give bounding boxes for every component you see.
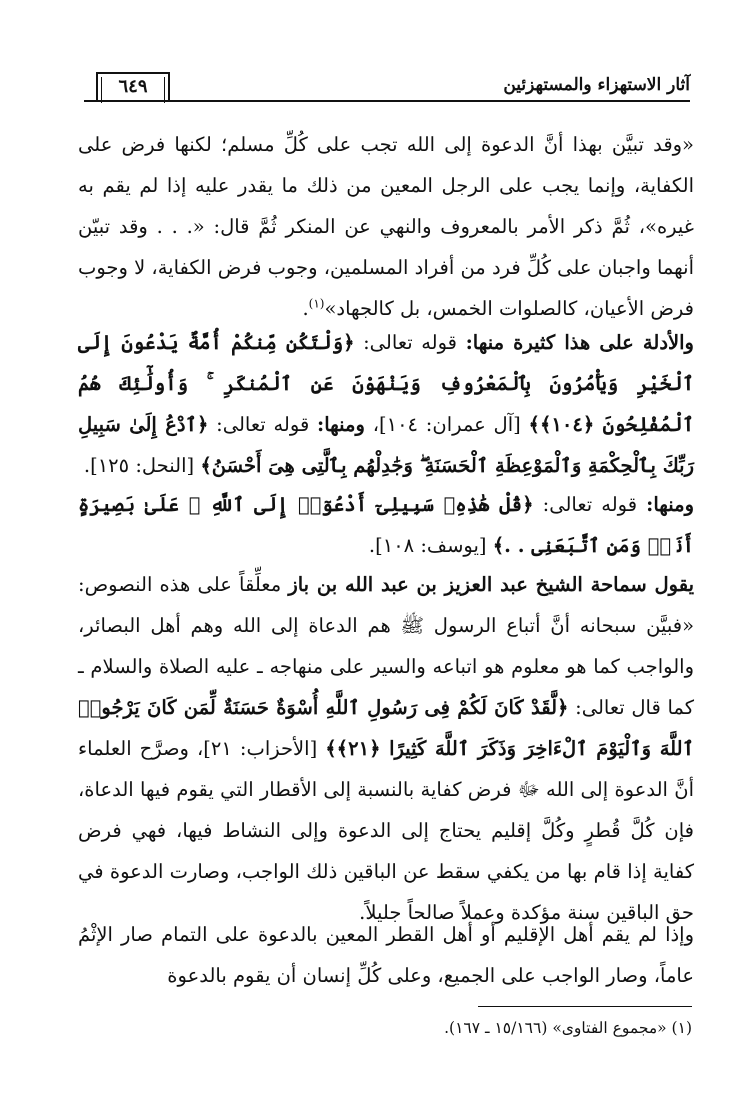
paragraph-3 [78,484,694,566]
page-header [84,66,690,106]
paragraph-4 [78,564,694,933]
paragraph-4-text: معلِّقاً على هذه النصوص: «فبيَّن سبحانه أنَّ أتباع الرسول ﷺ هم الدعاة إلى الله وهم أهل البصائر، والواجب كما هو معلوم هو اتباعه والسير على منهاجه ـ عليه الصلاة والسلام ـ كما قال تعالى: [78,573,694,719]
page-number: ٦٤٩ [96,72,170,102]
paragraph-2-lead-2: ومنها: [317,413,365,436]
paragraph-5-text: وإذا لم يقم أهل الإقليم أو أهل القطر المعين بالدعوة على التمام صار الإثْمُ عاماً، وصار الواجب على الجميع، وعلى كُلِّ إنسان أن يقوم بالدعوة [78,923,694,987]
running-title: آثار الاستهزاء والمستهزئين [503,75,690,95]
footnote-rule [478,1006,692,1007]
paragraph-1 [78,124,694,329]
paragraph-4-continuation: [الأحزاب: ٢١]، وصرَّح العلماء أنَّ الدعوة إلى الله ﷻ فرض كفاية بالنسبة إلى الأقطار التي يقوم فيها الدعاة، فإن كُلَّ قُطرٍ وكُلَّ إقليم يحتاج إلى الدعوة وإلى النشاط فيها، فهي فرض كفاية إذا قام بها من يكفي سقط عن الباقين ذلك الواجب، وصارت الدعوة في حق الباقين سنة مؤكدة وعملاً صالحاً جليلاً. [78,737,694,924]
quran-verse-al-ahzab: ﴿لَّقَدْ كَانَ لَكُمْ فِى رَسُولِ ٱللَّهِ أُسْوَةٌ حَسَنَةٌ لِّمَن كَانَ يَرْجُوا۟ ٱللَّهَ وَٱلْيَوْمَ ٱلْءَاخِرَ وَذَكَرَ ٱللَّهَ كَثِيرًا ﴿٢١﴾﴾ [78,696,694,760]
verse-reference-al-imran: [آل عمران: ١٠٤]، [364,413,529,436]
paragraph-1-text: «وقد تبيَّن بهذا أنَّ الدعوة إلى الله تجب على كُلِّ مسلم؛ لكنها فرض على الكفاية، وإنما يجب على الرجل المعين من ذلك ما يقدر عليه إذا لم يقم به غيره»، ثُمَّ ذكر الأمر بالمعروف والنهي عن المنكر ثُمَّ قال: «. . . وقد تبيّن أنهما واجبان على كُلِّ فرد من أفراد المسلمين، وجوب فرض الكفاية، لا وجوب فرض الأعيان، كالصلوات الخمس، بل كالجهاد» [78,133,694,320]
paragraph-2-lead: والأدلة على هذا كثيرة منها: [465,331,694,354]
header-rule [84,100,690,102]
paragraph-3-intro: قوله تعالى: [533,493,647,516]
paragraph-2-intro: قوله تعالى: [354,331,466,354]
quran-verse-an-nahl: ﴿ٱدْعُ إِلَىٰ سَبِيلِ رَبِّكَ بِٱلْحِكْمَةِ وَٱلْمَوْعِظَةِ ٱلْحَسَنَةِ ۖ وَجَٰدِلْهُم بِٱلَّتِى هِىَ أَحْسَنُ﴾ [78,413,694,477]
verse-reference-yusuf: [يوسف: ١٠٨]. [368,534,493,557]
footnote-reference: (١) [308,296,325,311]
paragraph-2 [78,322,694,486]
quran-verse-yusuf: ﴿قُلْ هَٰذِهِۦ سَبِيلِىٓ أَدْعُوٓا۟ إِلَى ٱللَّهِ ۚ عَلَىٰ بَصِيرَةٍ أَنَا۠ وَمَنِ ٱتَّبَعَنِى . .﴾ [78,493,694,557]
verse-reference-an-nahl: [النحل: ١٢٥]. [83,454,201,477]
quran-verse-al-imran: ﴿وَلْتَكُن مِّنكُمْ أُمَّةٌ يَدْعُونَ إِلَى ٱلْخَيْرِ وَيَأْمُرُونَ بِٱلْمَعْرُوفِ وَيَنْهَوْنَ عَنِ ٱلْمُنكَرِ ۚ وَأُولَٰٓئِكَ هُمُ ٱلْمُفْلِحُونَ ﴿١٠٤﴾﴾ [78,331,695,436]
footnote: (١) «مجموع الفتاوى» (١٥/١٦٦ ـ ١٦٧). [444,1019,692,1037]
paragraph-5 [78,914,694,996]
paragraph-3-lead: ومنها: [646,493,694,516]
paragraph-2-intro-2: قوله تعالى: [208,413,318,436]
paragraph-4-lead: يقول سماحة الشيخ عبد العزيز بن عبد الله بن باز [288,573,694,596]
paragraph-1-end: . [302,297,309,320]
